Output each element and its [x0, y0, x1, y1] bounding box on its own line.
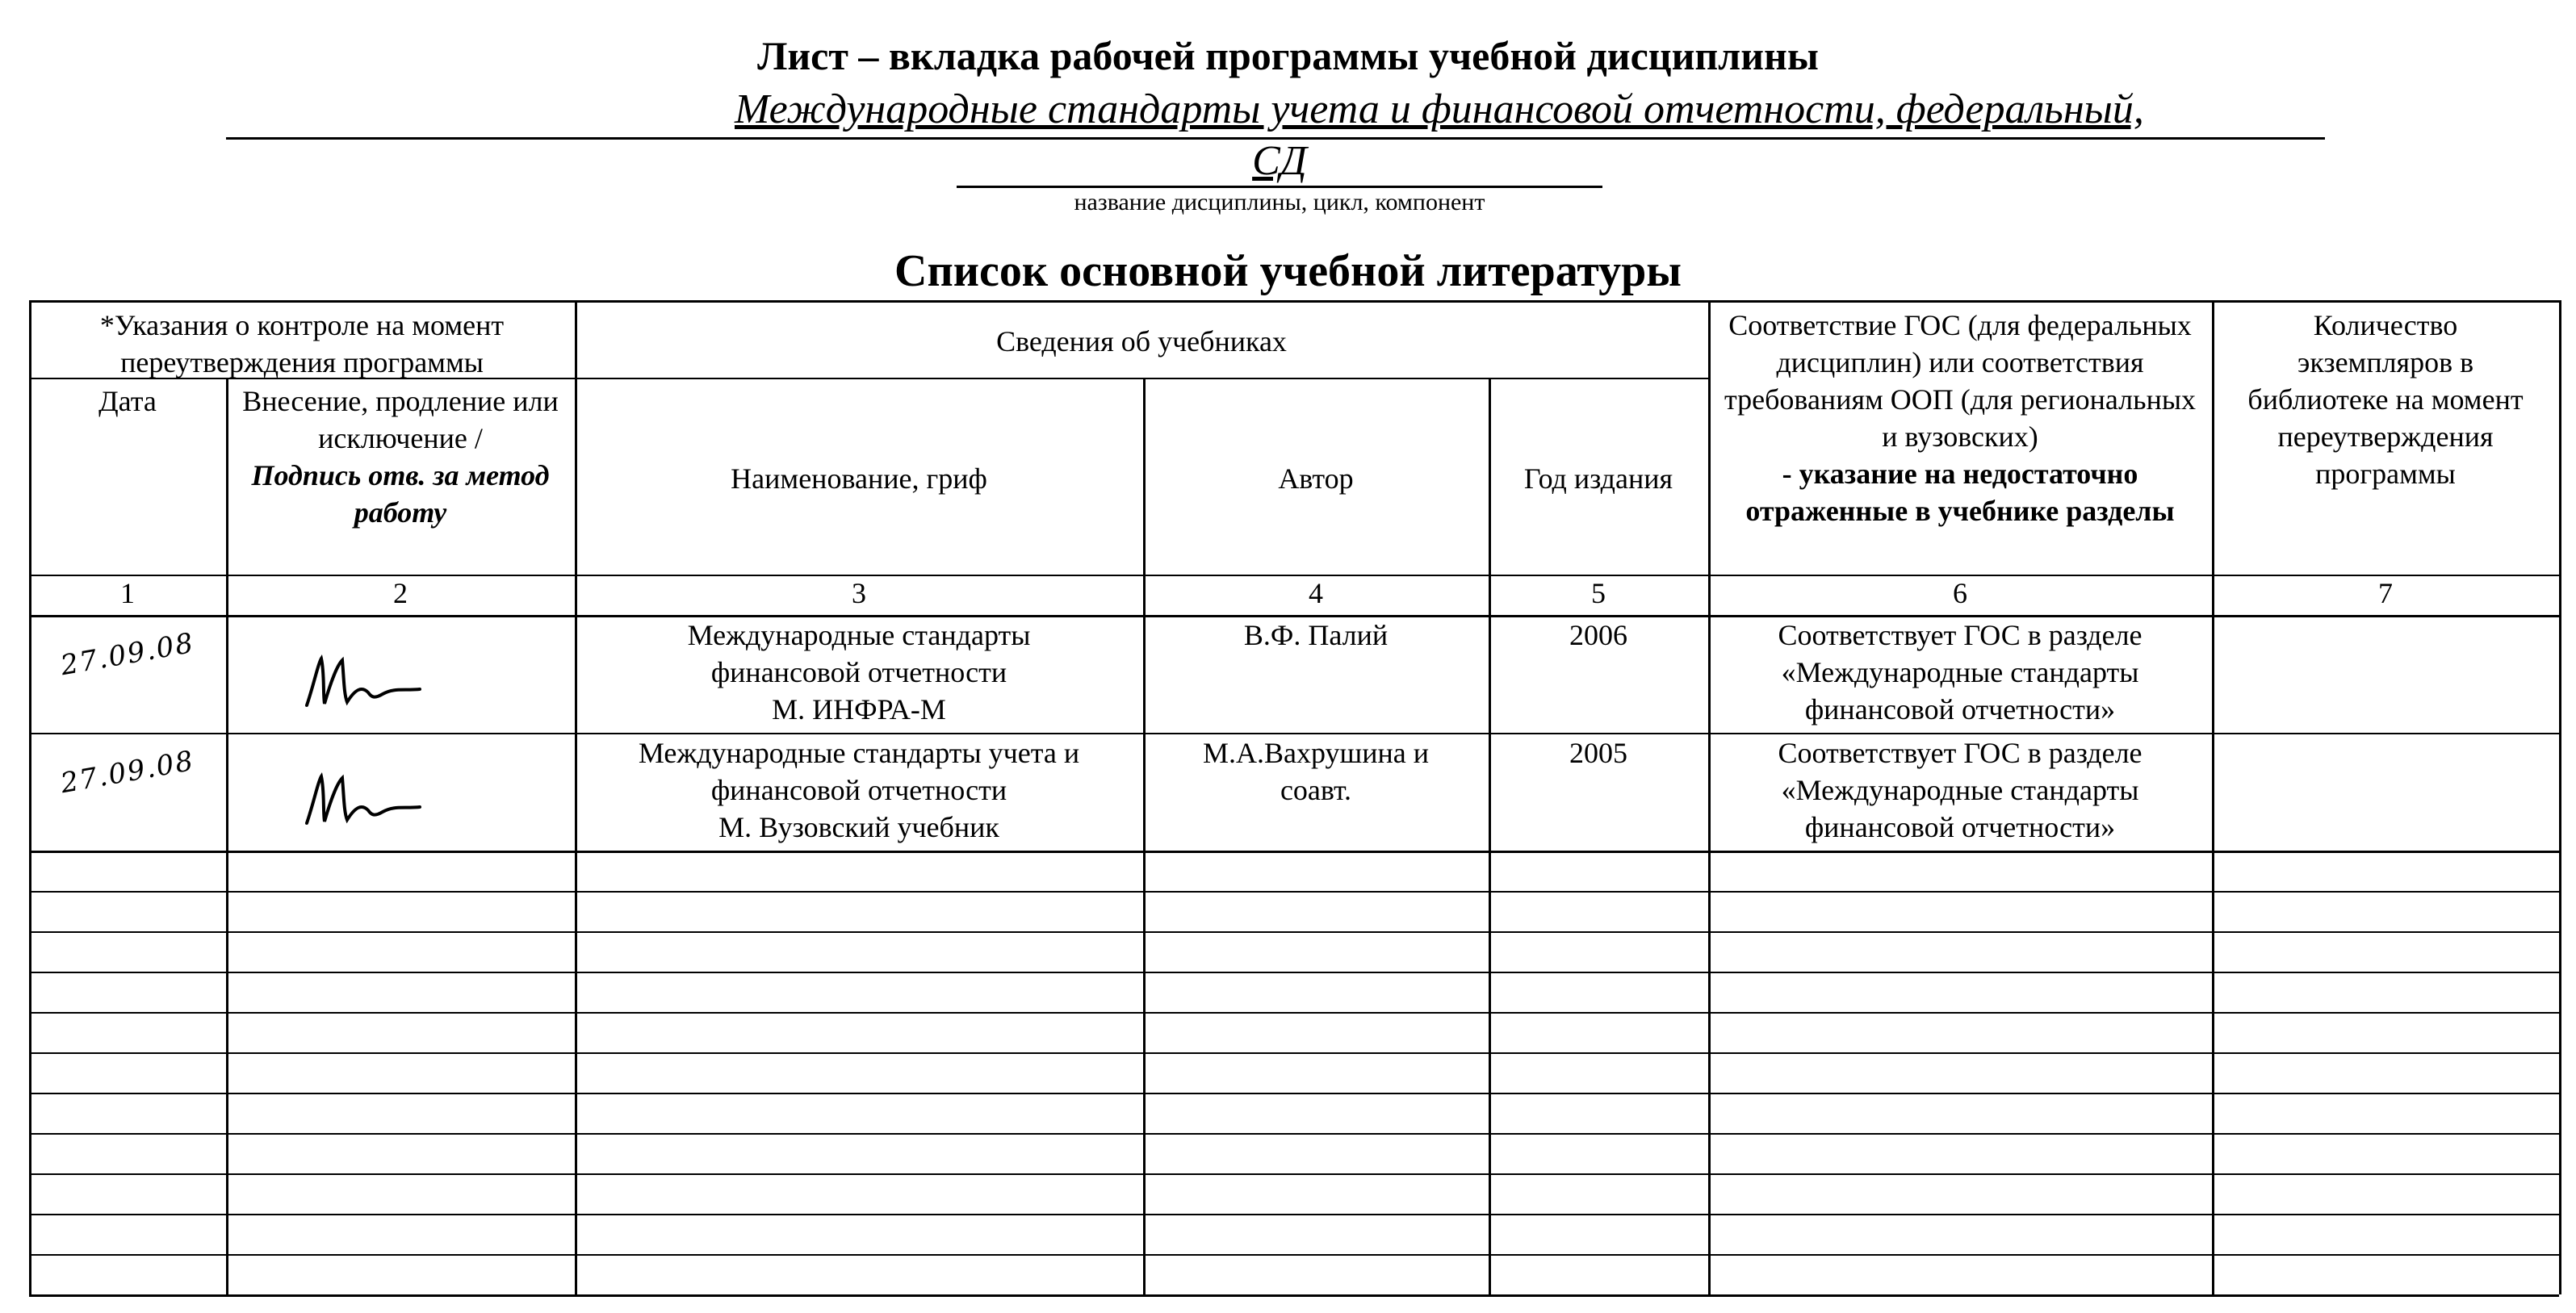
header-date: Дата	[98, 385, 157, 417]
column-number: 2	[393, 577, 408, 609]
row-separator	[29, 1254, 2559, 1256]
column-number: 3	[852, 577, 866, 609]
row-separator	[29, 851, 2559, 853]
field-caption: название дисциплины, цикл, компонент	[1074, 189, 1485, 215]
gos-compliance: Соответствует ГОС в разделе «Международные стандарты финансовой отчетности»	[1778, 737, 2142, 843]
header-gos: Соответствие ГОС (для федеральных дисциплин) или соответствия требованиям ООП (для региональных и вузовских) - указание на недостаточно отраженные в учебнике разделы	[1708, 307, 2212, 529]
book-author: М.А.Вахрушина и соавт.	[1202, 737, 1430, 806]
header-gos-note: - указание на недостаточно отраженные в учебнике разделы	[1745, 458, 2175, 527]
row-separator	[29, 1093, 2559, 1094]
header-author: Автор	[1278, 462, 1354, 495]
book-author: В.Ф. Палий	[1243, 619, 1389, 651]
table-border-top	[29, 300, 2559, 303]
book-year: 2006	[1569, 619, 1627, 651]
page-title: Лист – вкладка рабочей программы учебной дисциплины	[757, 33, 1819, 78]
row-separator	[29, 1052, 2559, 1054]
list-title: Список основной учебной литературы	[894, 246, 1682, 296]
handwritten-signature	[299, 767, 436, 839]
header-year: Год издания	[1523, 462, 1673, 495]
book-year: 2005	[1569, 737, 1627, 769]
handwritten-signature	[299, 649, 436, 721]
row-separator	[29, 1294, 2559, 1297]
book-title: Международные стандарты учета и финансовой отчетности М. Вузовский учебник	[638, 737, 1080, 843]
row-separator	[29, 1133, 2559, 1135]
header-textbooks: Сведения об учебниках	[996, 325, 1287, 358]
discipline-name: Международные стандарты учета и финансовой отчетности, федеральный,	[735, 86, 2144, 132]
header-change-signature: Подпись отв. за метод работу	[251, 459, 550, 529]
column-number: 1	[120, 577, 135, 609]
handwritten-date: 27.09.08	[58, 744, 197, 801]
column-number: 7	[2378, 577, 2393, 609]
column-number: 5	[1591, 577, 1606, 609]
gos-compliance: Соответствует ГОС в разделе «Международные стандарты финансовой отчетности»	[1778, 619, 2142, 725]
handwritten-date: 27.09.08	[58, 626, 197, 683]
header-control: *Указания о контроле на момент переутверждения программы	[99, 309, 505, 378]
column-number: 4	[1309, 577, 1323, 609]
row-separator	[29, 931, 2559, 933]
column-border	[2559, 300, 2561, 1294]
row-separator	[29, 1214, 2559, 1215]
header-change: Внесение, продление или исключение / Подпись отв. за метод работу	[226, 383, 575, 531]
header-quantity: Количество экземпляров в библиотеке на момент переутверждения программы	[2247, 309, 2524, 490]
discipline-cycle: СД	[1252, 138, 1307, 184]
column-border	[1489, 378, 1491, 1294]
row-separator	[29, 1012, 2559, 1014]
column-border	[1143, 378, 1146, 1294]
row-separator	[29, 1173, 2559, 1175]
row-separator	[29, 891, 2559, 893]
column-border	[29, 300, 31, 1294]
column-number: 6	[1953, 577, 1967, 609]
textbook-subheader-line	[575, 378, 1708, 379]
header-name: Наименование, гриф	[731, 462, 987, 495]
row-separator	[29, 972, 2559, 973]
book-title: Международные стандарты финансовой отчетности М. ИНФРА-М	[687, 619, 1031, 725]
